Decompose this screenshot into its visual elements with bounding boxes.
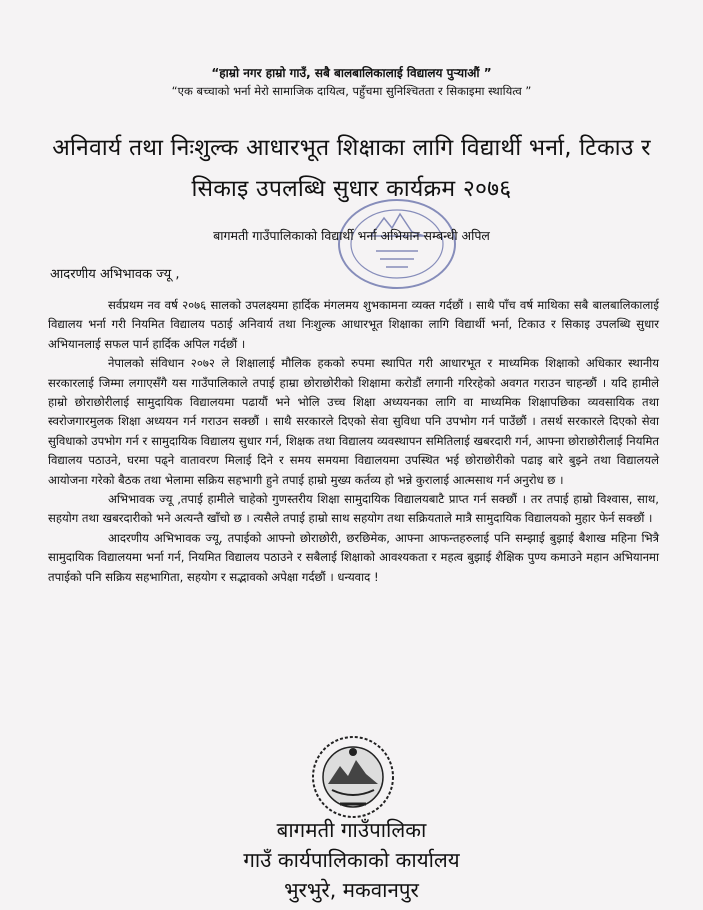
office-name: बागमती गाउँपालिका bbox=[276, 818, 427, 842]
document-subtitle: बागमती गाउँपालिकाको विद्यार्थी भर्ना अभियान सम्बन्धी अपिल bbox=[213, 228, 490, 243]
paragraph: नेपालको संविधान २०७२ ले शिक्षालाई मौलिक हकको रुपमा स्थापित गरी आधारभूत र माध्यमिक शिक्षाको अधिकार स्थानीय सरकारलाई जिम्मा लगाएसँगै यस गाउँपालिकाले तपाई हाम्रा छोराछोरीको शिक्षामा करोडौं लगानी गरिरहेको अवगत गराउन चाहन्छौं । यदि हामीले हाम्रो छोराछोरीलाई सामुदायिक विद्यालयमा पढायौं भने भोलि उच्च शिक्षा अध्ययनका लागि वा माध्यमिक शिक्षापछिका व्यवसायिक तथा स्वरोजगारमुलक शिक्षा अध्ययन गर्न गराउन सक्छौं । साथै सरकारले दिएको सेवा सुविधा पनि उपभोग गर्न पाउँछौं । तसर्थ सरकारले दिएको सेवा सुविधाको उपभोग गर्न र सामुदायिक विद्यालय सुधार गर्न, शिक्षक तथा विद्यालय व्यवस्थापन समितिलाई खबरदारी गर्न, आफ्ना छोराछोरीलाई नियमित विद्यालय पठाउने, घरमा पढ्ने वातावरण मिलाई दिने र समय समयमा विद्यालयमा उपस्थित भई छोराछोरीको पढाइ बारे बुझ्ने तथा विद्यालयले आयोजना गरेको बैठक तथा भेलामा सक्रिय सहभागी हुने तपाई हाम्रो मुख्य कर्तव्य हो भन्ने कुरालाई आत्मसाथ गर्न अनुरोध छ । bbox=[48, 356, 659, 487]
office-department: गाउँ कार्यपालिकाको कार्यालय bbox=[243, 848, 460, 872]
office-seal-stamp-icon bbox=[336, 196, 458, 292]
document-title: अनिवार्य तथा निःशुल्क आधारभूत शिक्षाका लागि विद्यार्थी भर्ना, टिकाउ र सिकाइ उपलब्धि सुधार कार्यक्रम २०७६ bbox=[52, 135, 651, 202]
letter-body bbox=[48, 296, 659, 587]
nepal-government-emblem-icon bbox=[310, 734, 396, 820]
paragraph: अभिभावक ज्यू ,तपाई हामीले चाहेको गुणस्तरीय शिक्षा सामुदायिक विद्यालयबाटै प्राप्त गर्न सक्छौं । तर तपाई हाम्रो विश्वास, साथ, सहयोग तथा खबरदारीको भने अत्यन्तै खाँचो छ । त्यसैले तपाई हाम्रो साथ सहयोग तथा सक्रियताले मात्रै सामुदायिक विद्यालयको मुहार फेर्न सक्छौं । bbox=[48, 492, 659, 526]
salutation: आदरणीय अभिभावक ज्यू , bbox=[50, 267, 180, 282]
slogan-line-1: “हाम्रो नगर हाम्रो गाउँ, सबै बालबालिकालाई विद्यालय पुऱ्याऔं ” bbox=[211, 66, 492, 80]
office-location: भुरभुरे, मकवानपुर bbox=[284, 878, 419, 902]
paragraph: सर्वप्रथम नव वर्ष २०७६ सालको उपलक्ष्यमा हार्दिक मंगलमय शुभकामना व्यक्त गर्दछौं । साथै पाँच वर्ष माथिका सबै बालबालिकालाई विद्यालय भर्ना गरी नियमित विद्यालय पठाई अनिवार्य तथा निःशुल्क आधारभूत शिक्षाका लागि विद्यार्थी भर्ना, टिकाउ र सिकाइ उपलब्धि सुधार अभियानलाई सफल पार्न हार्दिक अपिल गर्दछौं । bbox=[48, 298, 659, 351]
slogan-line-2: “एक बच्चाको भर्ना मेरो सामाजिक दायित्व, पहुँचमा सुनिश्चितता र सिकाइमा स्थायित्व ” bbox=[171, 84, 532, 98]
paragraph: आदरणीय अभिभावक ज्यू, तपाईको आफ्नो छोराछोरी, छरछिमेक, आफ्ना आफन्तहरुलाई पनि सम्झाई बुझाई बैशाख महिना भित्रै सामुदायिक विद्यालयमा भर्ना गर्न, नियमित विद्यालय पठाउने र सबैलाई शिक्षाको आवश्यकता र महत्व बुझाई शैक्षिक पुण्य कमाउने महान अभियानमा तपाईको पनि सक्रिय सहभागिता, सहयोग र सद्भावको अपेक्षा गर्दछौं । धन्यवाद ! bbox=[48, 530, 659, 584]
